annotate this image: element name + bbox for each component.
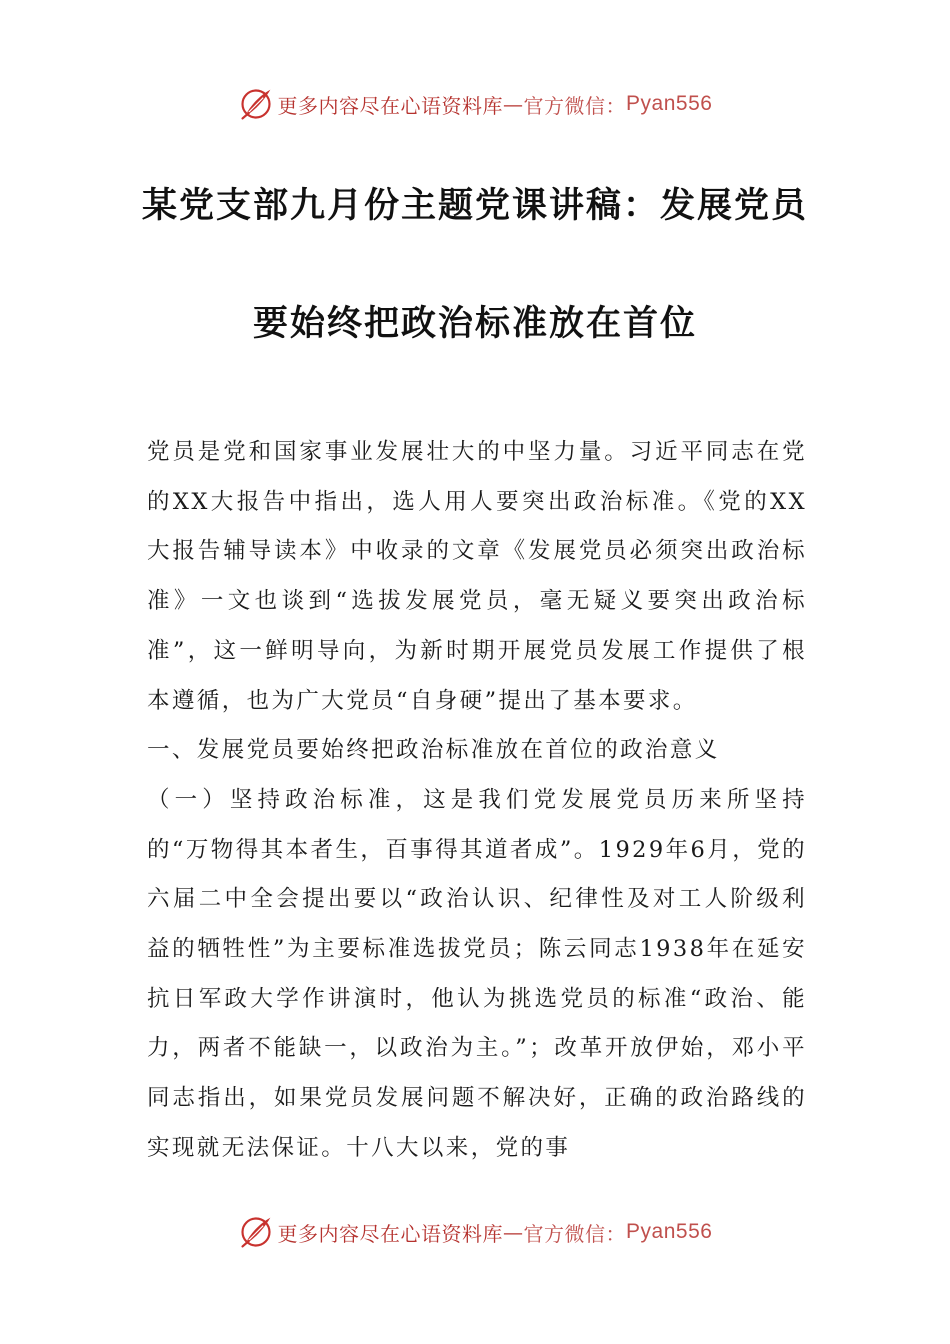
watermark-label: 更多内容尽在心语资料库 [277,93,504,118]
quill-pen-logo-icon [238,86,274,122]
watermark-handle: Pyan556 [626,1220,713,1243]
body-paragraph-subsection-1: （一）坚持政治标准，这是我们党发展党员历来所坚持的“万物得其本者生，百事得其道者成”。1929年6月，党的六届二中全会提出要以“政治认识、纪律性及对工人阶级利益的牺牲性”为主要标准选拔党员；陈云同志1938年在延安抗日军政大学作讲演时，他认为挑选党员的标准“政治、能力，两者不能缺一，以政治为主。”；改革开放伊始，邓小平同志指出，如果党员发展问题不解决好，正确的政治路线的实现就无法保证。十八大以来，党的事 [147,786,807,1161]
document-title-line-2: 要始终把政治标准放在首位 [252,304,697,344]
watermark-separator: — [503,92,524,116]
watermark-contact-label: 官方微信： [523,93,627,118]
body-paragraph-intro: 党员是党和国家事业发展壮大的中坚力量。习近平同志在党的XX大报告中指出，选人用人要突出政治标准。《党的XX大报告辅导读本》中收录的文章《发展党员必须突出政治标准》一文也谈到“选拔发展党员，毫无疑义要突出政治标准”，这一鲜明导向，为新时期开展党员发展工作提供了根本遵循，也为广大党员“自身硬”提出了基本要求。 [147,439,807,714]
document-title-line-1: 某党支部九月份主题党课讲稿：发展党员 [141,186,808,226]
watermark-label: 更多内容尽在心语资料库 [277,1221,504,1246]
header-watermark [0,84,950,124]
document-body [147,428,807,1174]
watermark-contact-label: 官方微信： [523,1221,627,1246]
watermark-separator: — [503,1220,524,1244]
footer-watermark [0,1212,950,1252]
watermark-handle: Pyan556 [626,92,713,115]
quill-pen-logo-icon [238,1214,274,1250]
section-heading-1: 一、发展党员要始终把政治标准放在首位的政治意义 [147,737,720,764]
